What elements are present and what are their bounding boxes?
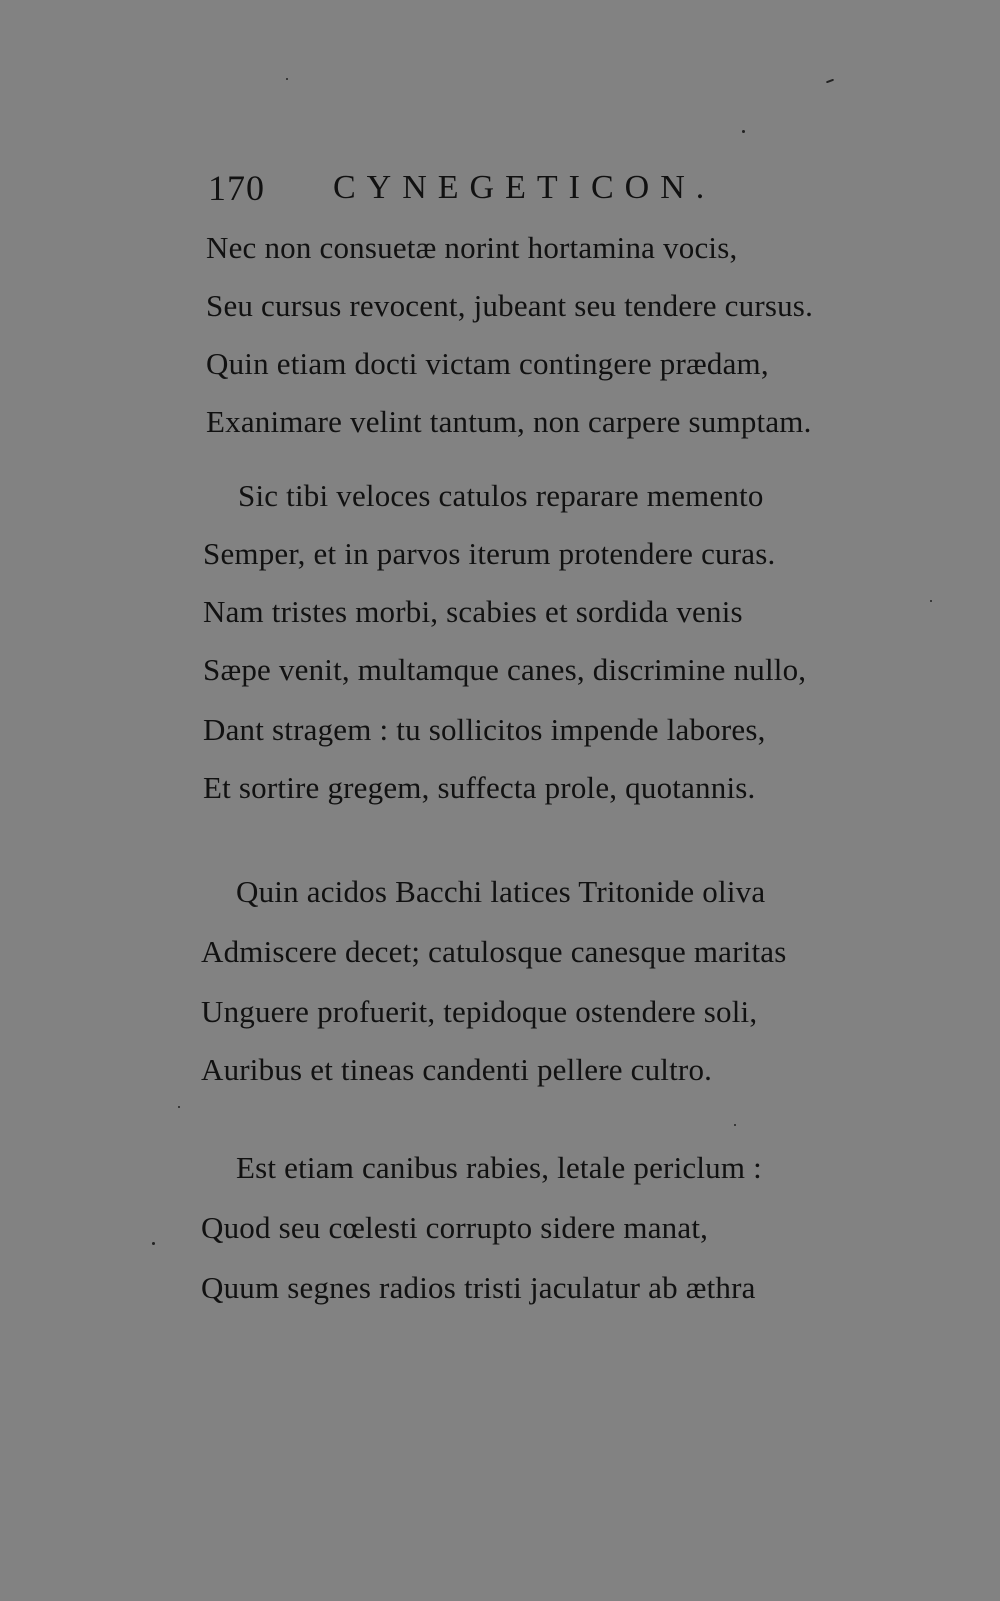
scan-speck <box>734 1124 736 1126</box>
verse-line: Sic tibi veloces catulos reparare memento <box>238 478 764 513</box>
verse-line: Quod seu cœlesti corrupto sidere manat, <box>201 1210 709 1245</box>
verse-line: Et sortire gregem, suffecta prole, quotannis. <box>203 770 756 805</box>
verse-line: Est etiam canibus rabies, letale periclum : <box>236 1150 762 1185</box>
scan-speck <box>286 78 288 80</box>
scan-speck <box>930 600 932 602</box>
verse-line: Quin acidos Bacchi latices Tritonide oliva <box>236 874 766 909</box>
verse-line: Nam tristes morbi, scabies et sordida venis <box>203 594 743 629</box>
page-header <box>208 165 808 211</box>
scan-speck <box>826 79 834 84</box>
verse-line: Nec non consuetæ norint hortamina vocis, <box>206 230 738 265</box>
verse-line: Dant stragem : tu sollicitos impende labores, <box>203 712 766 747</box>
verse-line: Semper, et in parvos iterum protendere curas. <box>203 536 776 571</box>
running-title: CYNEGETICON. <box>333 169 716 206</box>
verse-line: Unguere profuerit, tepidoque ostendere soli, <box>201 994 758 1029</box>
scan-speck <box>152 1242 155 1245</box>
verse-line: Auribus et tineas candenti pellere cultro. <box>201 1052 713 1087</box>
scan-speck <box>178 1106 180 1108</box>
verse-line: Quin etiam docti victam contingere prædam, <box>206 346 769 381</box>
page-number: 170 <box>208 168 265 208</box>
verse-line: Quum segnes radios tristi jaculatur ab æthra <box>201 1270 756 1305</box>
verse-line: Seu cursus revocent, jubeant seu tendere cursus. <box>206 288 814 323</box>
verse-line: Admiscere decet; catulosque canesque maritas <box>201 934 787 969</box>
verse-line: Sæpe venit, multamque canes, discrimine nullo, <box>203 652 807 687</box>
verse-line: Exanimare velint tantum, non carpere sumptam. <box>206 404 812 439</box>
scan-speck <box>742 130 745 133</box>
